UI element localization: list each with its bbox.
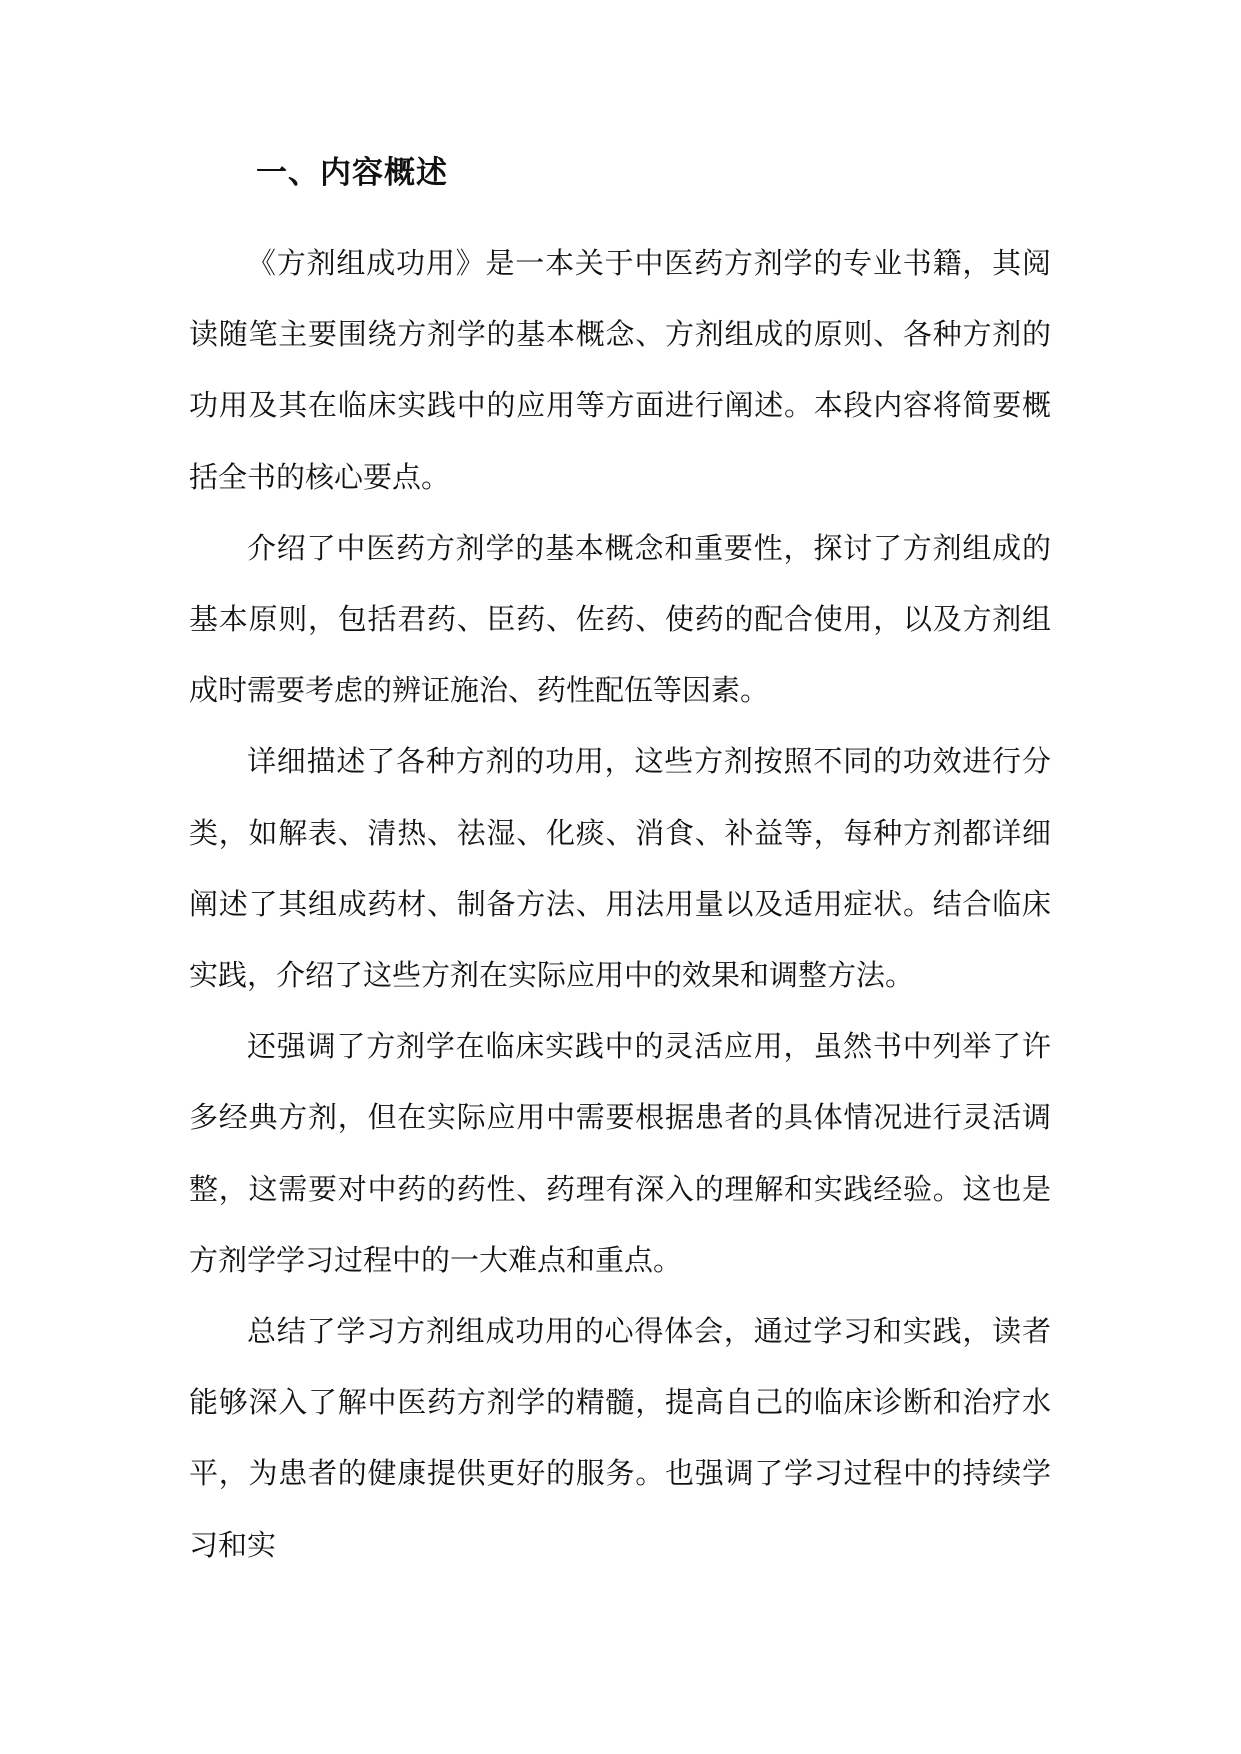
body-text bbox=[189, 228, 1051, 1581]
paragraph-basic-concepts: 介绍了中医药方剂学的基本概念和重要性，探讨了方剂组成的基本原则，包括君药、臣药、佐药、使药的配合使用，以及方剂组成时需要考虑的辨证施治、药性配伍等因素。 bbox=[189, 530, 1051, 708]
paragraph-clinical-application: 还强调了方剂学在临床实践中的灵活应用，虽然书中列举了许多经典方剂，但在实际应用中需要根据患者的具体情况进行灵活调整，这需要对中药的药性、药理有深入的理解和实践经验。这也是方剂学学习过程中的一大难点和重点。 bbox=[189, 1029, 1051, 1277]
section-heading: 一、内容概述 bbox=[256, 155, 448, 191]
paragraph-intro: 《方剂组成功用》是一本关于中医药方剂学的专业书籍，其阅读随笔主要围绕方剂学的基本概念、方剂组成的原则、各种方剂的功用及其在临床实践中的应用等方面进行阐述。本段内容将简要概括全书的核心要点。 bbox=[189, 246, 1051, 494]
paragraph-summary: 总结了学习方剂组成功用的心得体会，通过学习和实践，读者能够深入了解中医药方剂学的精髓，提高自己的临床诊断和治疗水平，为患者的健康提供更好的服务。也强调了学习过程中的持续学习和实 bbox=[189, 1314, 1051, 1562]
paragraph-formula-functions: 详细描述了各种方剂的功用，这些方剂按照不同的功效进行分类，如解表、清热、祛湿、化痰、消食、补益等，每种方剂都详细阐述了其组成药材、制备方法、用法用量以及适用症状。结合临床实践，介绍了这些方剂在实际应用中的效果和调整方法。 bbox=[189, 744, 1051, 993]
